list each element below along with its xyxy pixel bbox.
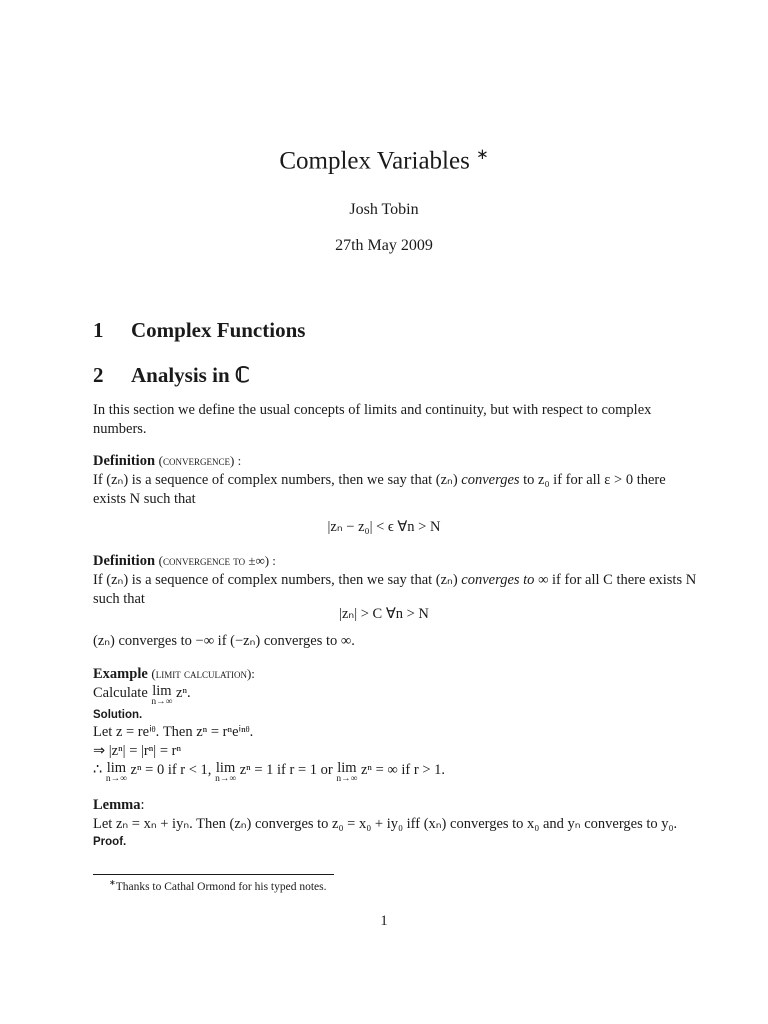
equation-convergence-infinity: |zₙ| > C ∀n > N: [339, 606, 429, 622]
example-name: (limit calculation):: [151, 666, 255, 681]
solution-label: Solution.: [93, 709, 143, 721]
document-title: Complex Variables ∗: [279, 147, 489, 175]
definition-name: (convergence) :: [158, 453, 242, 468]
definition-convergence: Definition (convergence) : If (zₙ) is a sequence of complex numbers, then we say that (zₙ) converges to z₀ if for all ε > 0 there exists N such that: [93, 453, 666, 507]
definition-label: Definition: [93, 453, 156, 469]
definition-name: (convergence to ±∞) :: [158, 553, 276, 568]
section-heading-1: 1 Complex Functions: [93, 318, 306, 342]
solution-line-3: ∴ lim n→∞ zⁿ = 0 if r < 1, lim n→∞ zⁿ = 1 if r = 1 or lim n→∞ zⁿ = ∞ if r > 1.: [93, 760, 446, 784]
intro-paragraph: In this section we define the usual concepts of limits and continuity, but with respect to complex numbers.: [93, 402, 652, 437]
solution-line-2: ⇒ |zⁿ| = |rⁿ| = rⁿ: [93, 743, 182, 759]
author: Josh Tobin: [349, 201, 419, 218]
example-limit-calculation: Example (limit calculation): Calculate lim n→∞ zⁿ. Solution. Let z = reⁱᶿ. Then zⁿ = rⁿeⁱⁿᶿ. ⇒ |zⁿ| = |rⁿ| = rⁿ ∴ lim n→∞ zⁿ = 0 if r < 1, lim n→∞ zⁿ = 1 if r = 1 or lim n→∞ zⁿ = ∞ if r > 1.: [93, 664, 697, 784]
definition-label: Definition: [93, 553, 156, 569]
lemma: Lemma: Let zₙ = xₙ + iyₙ. Then (zₙ) converges to z₀ = x₀ + iy₀ iff (xₙ) converges to x₀ and yₙ converges to y₀. Proof.: [93, 796, 697, 850]
definition-convergence-infinity: Definition (convergence to ±∞) : If (zₙ) is a sequence of complex numbers, then we say that (zₙ) converges to ∞ if for all C there exists N such that: [93, 553, 697, 607]
lemma-text: Let zₙ = xₙ + iyₙ. Then (zₙ) converges to z₀ = x₀ + iy₀ iff (xₙ) converges to x₀ and yₙ converges to y₀.: [93, 816, 678, 832]
equation-convergence: |zₙ − z₀| < ϵ ∀n > N: [327, 519, 441, 535]
footnote: ∗Thanks to Cathal Ormond for his typed notes.: [109, 878, 327, 893]
title-footnote-mark: ∗: [476, 147, 489, 163]
proof-label: Proof.: [93, 836, 127, 848]
solution-line-1: Let z = reⁱᶿ. Then zⁿ = rⁿeⁱⁿᶿ.: [93, 724, 254, 740]
section-heading-2: 2 Analysis in ℂ: [93, 363, 250, 387]
convergence-negative-infinity: (zₙ) converges to −∞ if (−zₙ) converges to ∞.: [93, 633, 355, 649]
limit-operator: lim n→∞: [151, 683, 173, 707]
date: 27th May 2009: [335, 237, 433, 254]
page-number: 1: [380, 913, 388, 929]
footnote-rule: [93, 874, 334, 875]
example-label: Example: [93, 666, 148, 682]
lemma-label: Lemma: [93, 797, 141, 813]
